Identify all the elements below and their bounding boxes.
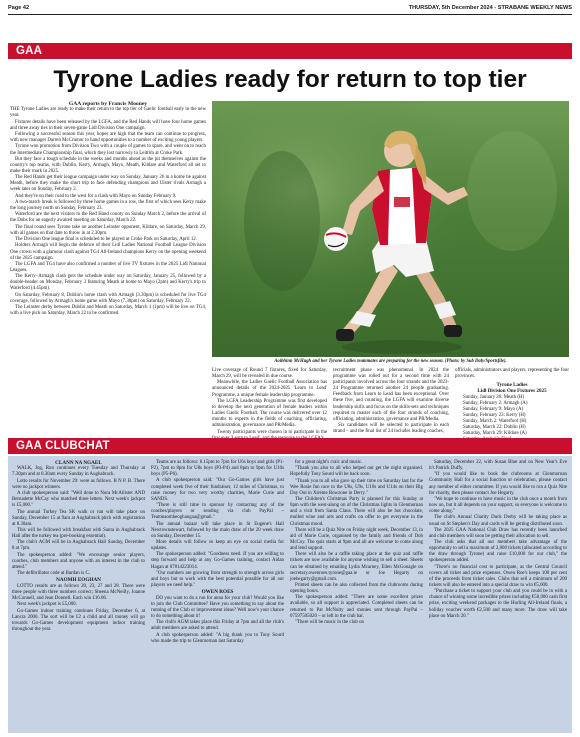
article-paragraph: recruitment phase was phenomenal. In 2024 the programme was rolled out for a second time with 24 participants involved across the four strands and the 2023-24 Programme returned another 24 people graduating. Feedback from Learn to Lead has been exceptional. Over these five, and counting, the LGFA will examine diverse leadership skills and focus on the skills-sets and techniques required to master each of the four strands of coaching, officiating, administration, governance and PR/Media. <box>333 368 449 422</box>
article-paragraph: Twenty participants were chosen in to participate in the <box>217 429 327 435</box>
clubchat-paragraph: A club spokesperson said: "Well done to Nora McAllister AND Bernadette McCay who matched three letters. Next week's jackpot is £5,000." <box>12 491 145 509</box>
clubchat-paragraph: Saturday, December 22, with Susan Blue and on New Year's Eve it's Patrick Duffy. <box>429 460 567 472</box>
gaa-section-bar <box>8 43 572 59</box>
fixtures-box <box>455 382 569 443</box>
article-paragraph: Tyrone won promotion from Division Two with a couple of games to spare, and went on to reach the Intermediate Championship final, which they lost narrowly to Leitrim at Croke Park. <box>10 144 206 156</box>
fixture-item: Sunday, February 9: Mayo (A) <box>463 406 524 412</box>
article-paragraph: The Kerry–Armagh clash gets the schedule under way on Saturday, January 25, followed by a double-header on Monday, February 3 featuring Meath at home to Mayo (2pm) and Kerry's trip to Waterford (4.45pm). <box>10 274 206 292</box>
fixture-item: Sunday, February 23: Kerry (H) <box>463 412 526 418</box>
clubchat-paragraph: This will be followed with breakfast with Santa in Aughabrack Hall after the turkey tea (pre-booking essential). <box>12 527 145 540</box>
clubchat-paragraph: Printed sheets can be also collected from the clubrooms during opening hours. <box>290 583 423 595</box>
article-paragraph: But they face a tough schedule in the weeks and months ahead as the pit themselves against the country's top teams, with Dublin, Kerry, Armagh, Mayo, Meath, Kildare and Waterford all set to make their mark in 2025. <box>10 156 206 174</box>
fixture-item: Sunday, February 2: Armagh (A) <box>463 400 528 406</box>
clubchat-paragraph: Lotto results for November 29: were as follows. B N P. B. There were no jackpot winners. <box>12 478 145 490</box>
clubchat-paragraph: "If you would like to book the clubrooms at Glenmornan Community Hall for a social function or celebration, please contact any member of either committee. If you would like to run a Quiz Nite for charity, then please contact Joe Hegarty. <box>429 472 567 496</box>
clubchat-paragraph: "Thank you also to all who helped out get the night organised. Hopefully Tony Sourd will be back soon. <box>290 466 423 478</box>
article-column-2 <box>212 368 327 434</box>
issue-date-line: THURSDAY, 5th December 2024 - STRABANE WEEKLY NEWS <box>408 5 572 11</box>
clubchat-paragraph: The club's AGM will be in Aughabrack Hall Sunday, December 8 at 7pm. <box>12 540 145 552</box>
clubchat-paragraph: The spokesperson added: "There are some excellent prizes available, so all support is appreciated. Completed sheets can be returned to Pat McNulty and monies sent through PayPal – 07597505020 – or left in the club bar. <box>290 595 423 619</box>
article-column-3 <box>333 368 449 434</box>
clubchat-section-bar <box>8 438 572 454</box>
clubchat-column-4 <box>429 460 567 730</box>
article-paragraph: Six candidates will be selected to participate in each strand – and the final list of 24 includes leading coaches, <box>333 423 449 435</box>
article-column-1-body <box>10 107 206 317</box>
clubchat-column-1 <box>12 460 145 730</box>
article-paragraph: And they're on their road to the west for a clash with Mayo on Sunday February 9. <box>15 193 177 199</box>
fixture-item: Saturday, March 29: Kildare (A) <box>463 431 527 437</box>
clubchat-paragraph: The 2025 GAA National Club Draw has recently been launched and club members will soon be getting their allocation to sell. <box>429 527 567 539</box>
clubchat-paragraph: "There's no financial cost to participate, as the Central Council covers all ticket and prize expenses. Owen Roe's keeps 100 per cent of the proceeds from ticket sales. Clubs that sell a minimum of 200 tickets will also be entered into a special draw to win €5,000. <box>429 564 567 588</box>
article-paragraph: The final round sees Tyrone take on another Leinster opponent, Kildare, on Saturday, March 29, with all games on that date to throw in at 2.30pm. <box>10 224 206 236</box>
article-paragraph: Holders Armagh will begin the defence of their Lidl Ladies National Football League Division One crown with a glamour clash against TG4 All-Ireland champions Kerry on the opening weekend of the 2025 campaign. <box>10 243 206 261</box>
clubchat-paragraph: for a great night's craic and music. <box>295 460 363 465</box>
clubchat-column-3 <box>290 460 423 730</box>
clubchat-paragraph: The defibrillator code at Bardan is C. <box>17 571 90 577</box>
article-paragraph: The LGFA and TG4 have also confirmed a number of live TV fixtures in the 2025 Lidl National Leagues. <box>10 261 206 273</box>
article-headline: Tyrone Ladies ready for return to top tier <box>53 66 527 93</box>
clubchat-paragraph: LOTTO results are as follows 20, 23, 27 and 28. There were three people with three numbers correct; Sheena McNeilly, Joanne McConnell, and Jean Donnell. Each win £16.66. <box>12 583 145 601</box>
clubchat-paragraph: The annual Turkey Tea SK walk or run will take place on Sunday, December 15 at 9am at Aughabrack pitch with registration at 8.30am. <box>12 509 145 527</box>
fixture-item: Sunday, January 26: Meath (H) <box>463 394 525 400</box>
article-paragraph: The Division One league final is scheduled to be played at Croke Park on Saturday, April 12. <box>15 237 197 243</box>
clubchat-paragraph: WALK, Jog, Run continues every Tuesday and Thursday at 7.30pm and at 8.30am every Sunday in Aughabrack. <box>12 466 145 478</box>
article-paragraph: Meanwhile, the Ladies Gaelic Football Association has announced details of the 2024-2025 'Learn to Lead' Programme, a unique female leadership programme. <box>212 380 327 398</box>
clubchat-paragraph: "Purchase a ticket to support your club and you could be in with a chance of winning some incredible prizes including €50,000 cash first prize, exciting weekend packages to the Hurling All-Ireland finals, a holiday voucher worth €2,500 and many more. The draw will take place on March 20." <box>429 589 567 619</box>
article-paragraph: Following a successful season this year, hopes are high that the team can continue to progress, with new manager Darren McCrumor to hand opportunities to a number of exciting young players. <box>10 132 206 144</box>
club-heading: OWEN ROES <box>201 589 234 596</box>
clubchat-paragraph: The club's Annual Charity Duck Derby will be taking place as usual on St Stephen's Day and cards will be getting distributed soon. <box>429 515 567 527</box>
article-column-4 <box>455 368 569 437</box>
clubchat-paragraph: The annual bazaar will take place in St Eugene's Hall Newtownstewart, followed by the main draw of the 20 week draw on Sunday, December 15. <box>151 521 284 539</box>
clubchat-paragraph: "There will be music in the club on <box>295 619 364 625</box>
clubchat-paragraph: There will be a Quiz Nite on Friday night week, December 13, in aid of Marie Curie, organised by the family and friends of Doh McCoy. The quiz starts at 9pm and all are welcome to come along and lend support. <box>290 527 423 552</box>
clubchat-column-2 <box>151 460 284 730</box>
clubchat-paragraph: DO you want to do a run for anna for your club? Would you like to join the Club Committee? Have you something to say about the running of the Club or improvement ideas? Well now's your chance to do something about it! <box>151 595 284 619</box>
header-rule <box>8 14 572 15</box>
fixtures-list <box>455 395 569 444</box>
clubchat-paragraph: The spokesperson added: "We encourage senior players, coaches, club members and anyone with an interest in the club to attend." <box>12 552 145 570</box>
clubchat-paragraph: There will also be a raffle taking place at the quiz and raffle tickets are now available for anyone wishing to sell a sheet. Sheets can be obtained by emailing Lydia Mcarney, Ellen McGonagle on secretary.owenroes.tyrone@gaa.ie or Joe Hegarty on joehegarty@gmail.com. <box>290 552 423 582</box>
article-paragraph: officials, administrators and players, representing the four provinces. <box>455 368 569 380</box>
photo-caption: Aoibhinn McHugh and her Tyrone Ladies teammates are preparing for the new season. (Photo: by Sub Daly/Sportsfile). <box>274 359 507 364</box>
clubchat-paragraph: A club spokesperson added: "A big thank you to Tony Sourd who made the trip to Glenmornan last Saturday <box>151 632 284 644</box>
club-heading: CLANN NA NGAEL <box>55 460 102 466</box>
article-paragraph: Live coverage of Round 7 fixtures, fixed for Saturday, March 29, will be revealed in due course. <box>212 368 327 380</box>
gaa-section-label: GAA <box>16 45 43 57</box>
article-paragraph: On Saturday, February 8, Dublin's home clash with Armagh (3.30pm) is scheduled for live TG4 coverage, followed by Armagh's home game with Mayo (7.30pm) on Saturday, February 22. <box>10 292 206 304</box>
article-paragraph: Fixtures details have been released by the LGFA, and the Red Hands will have four home games and three away ties in their seven-game Lidl Division One campaign. <box>10 119 206 131</box>
fixtures-title-division: Lidl Division One Fixtures 2025 <box>477 388 547 395</box>
fixture-item: Saturday, March 22: Dublin (H) <box>463 425 526 431</box>
clubchat-paragraph: Go-Games indoor training continues Friday, December 6, at Lancra 2000. The sort will be £2 a child and all money will go towards Go-Games development equipment indoor training throughout the year. <box>12 608 145 632</box>
article-photo <box>212 101 569 357</box>
clubchat-paragraph: The spokesperson added: "Goodness need. If you are willing to step forward and help at any Go-Games training, contact Aidan Hagan at 07814223014. <box>151 552 284 570</box>
page-header <box>8 4 572 14</box>
clubchat-paragraph: The club asks that all our members take advantage of the opportunity to sell a maximum of 2,000 tickets (allocated according to the draw through Tyrone) and raise £10,000 for our club," the spokesperson added. <box>429 540 567 564</box>
article-paragraph: The Leinster derby between Dublin and Meath on Saturday, March 1 (1pm) will be live on TG4, with a live pick on Saturday, March 22 to be confirmed. <box>10 305 206 317</box>
clubchat-paragraph: A club spokesperson said: "Our Go-Games girls have just completed week five of their fundraiser, 12 miles of Christmas, to raise money for two very worthy charities, Marie Curie and SANDS. <box>151 478 284 502</box>
club-heading: NAOMH EOGHAN <box>56 577 101 584</box>
article-column-1 <box>10 101 206 433</box>
footballer-photo-illustration <box>212 101 569 357</box>
clubchat-paragraph: Next week's jackpot is £5,000. <box>17 602 77 608</box>
article-paragraph: The Red Hands get their league campaign under way on Sunday, January 26 in a home tie against Meath, before they make the short trip to face defending champions and Ulster rivals Armagh a week later on Sunday, February 2. <box>10 175 206 193</box>
clubchat-paragraph: The club's AGM takes place this Friday at 7pm and all the club's adult members are asked to attend. <box>151 620 284 632</box>
article-paragraph: THE Tyrone Ladies are ready to make their return to the top tier of Gaelic football early in the new year. <box>10 107 206 119</box>
article-paragraph: A two-match break is followed by three home games in a row, the first of which sees Kerry make the long journey north on Sunday, February 23. <box>10 200 206 212</box>
byline: GAA reports by Francis Mooney <box>68 101 148 107</box>
clubchat-paragraph: "We hope to continue to have music in the club once a month from now on, but it all depends on your support, so everyone is welcome to come along." <box>429 496 567 515</box>
clubchat-section-label: GAA CLUBCHAT <box>16 440 110 452</box>
fixtures-title-team: Tyrone Ladies <box>496 382 528 389</box>
clubchat-paragraph: The Children's Christmas Party is planned for this Sunday at 6pm with the west-along on of the Christmas lights in Glenmornan and a visit from Santa Claus. There will also be hot chocolate, mulled wine and arts and crafts on offer to get everyone in the Christmas mood. <box>290 497 423 527</box>
clubchat-paragraph: "There is still time to sponsor by contacting any of the coaches/players or sending via club PayPal – Teamnaomheoghangaa@gmail." <box>151 503 284 521</box>
article-paragraph: The LGFA Leadership Programme was first developed to develop the next generation of female leaders within Ladies Gaelic Football. The course was delivered over 12 months to experts in the fields of coaching, officiating, administration, governance and PR/Media. <box>212 398 327 429</box>
clubchat-paragraph: Teams are as follows: 6.15pm to 7pm for U6s boys and girls (P1-P2), 7pm to 8pm for U8s boys (P3-P4) and 8pm to 9pm for U10s boys (P5-P6). <box>151 460 284 478</box>
article-column-4-body <box>455 368 569 380</box>
clubchat-paragraph: More details will follow so keep an eye on social media for updates. <box>151 539 284 552</box>
page-number: Page 42 <box>8 5 30 11</box>
clubchat-paragraph: "Our numbers are growing from strength to strength across girls and boys but to work with the best potential possible for all our players we need help." <box>151 570 284 588</box>
fixture-item: Sunday, March 2: Waterford (H) <box>463 418 527 424</box>
clubchat-paragraph: "Thank you to all who gave up their time on Saturday last for the Wee Rosie fun race to the U8s, U9s, U10s and U14s on their Big Day Out in Xtreme Bowzone in Derry." <box>290 478 423 496</box>
article-paragraph: Waterford are the next visitors to the Red Hand county on Sunday March 2, before the arrival of the Dubs for an eagerly awaited meeting on Saturday, March 22. <box>10 212 206 224</box>
